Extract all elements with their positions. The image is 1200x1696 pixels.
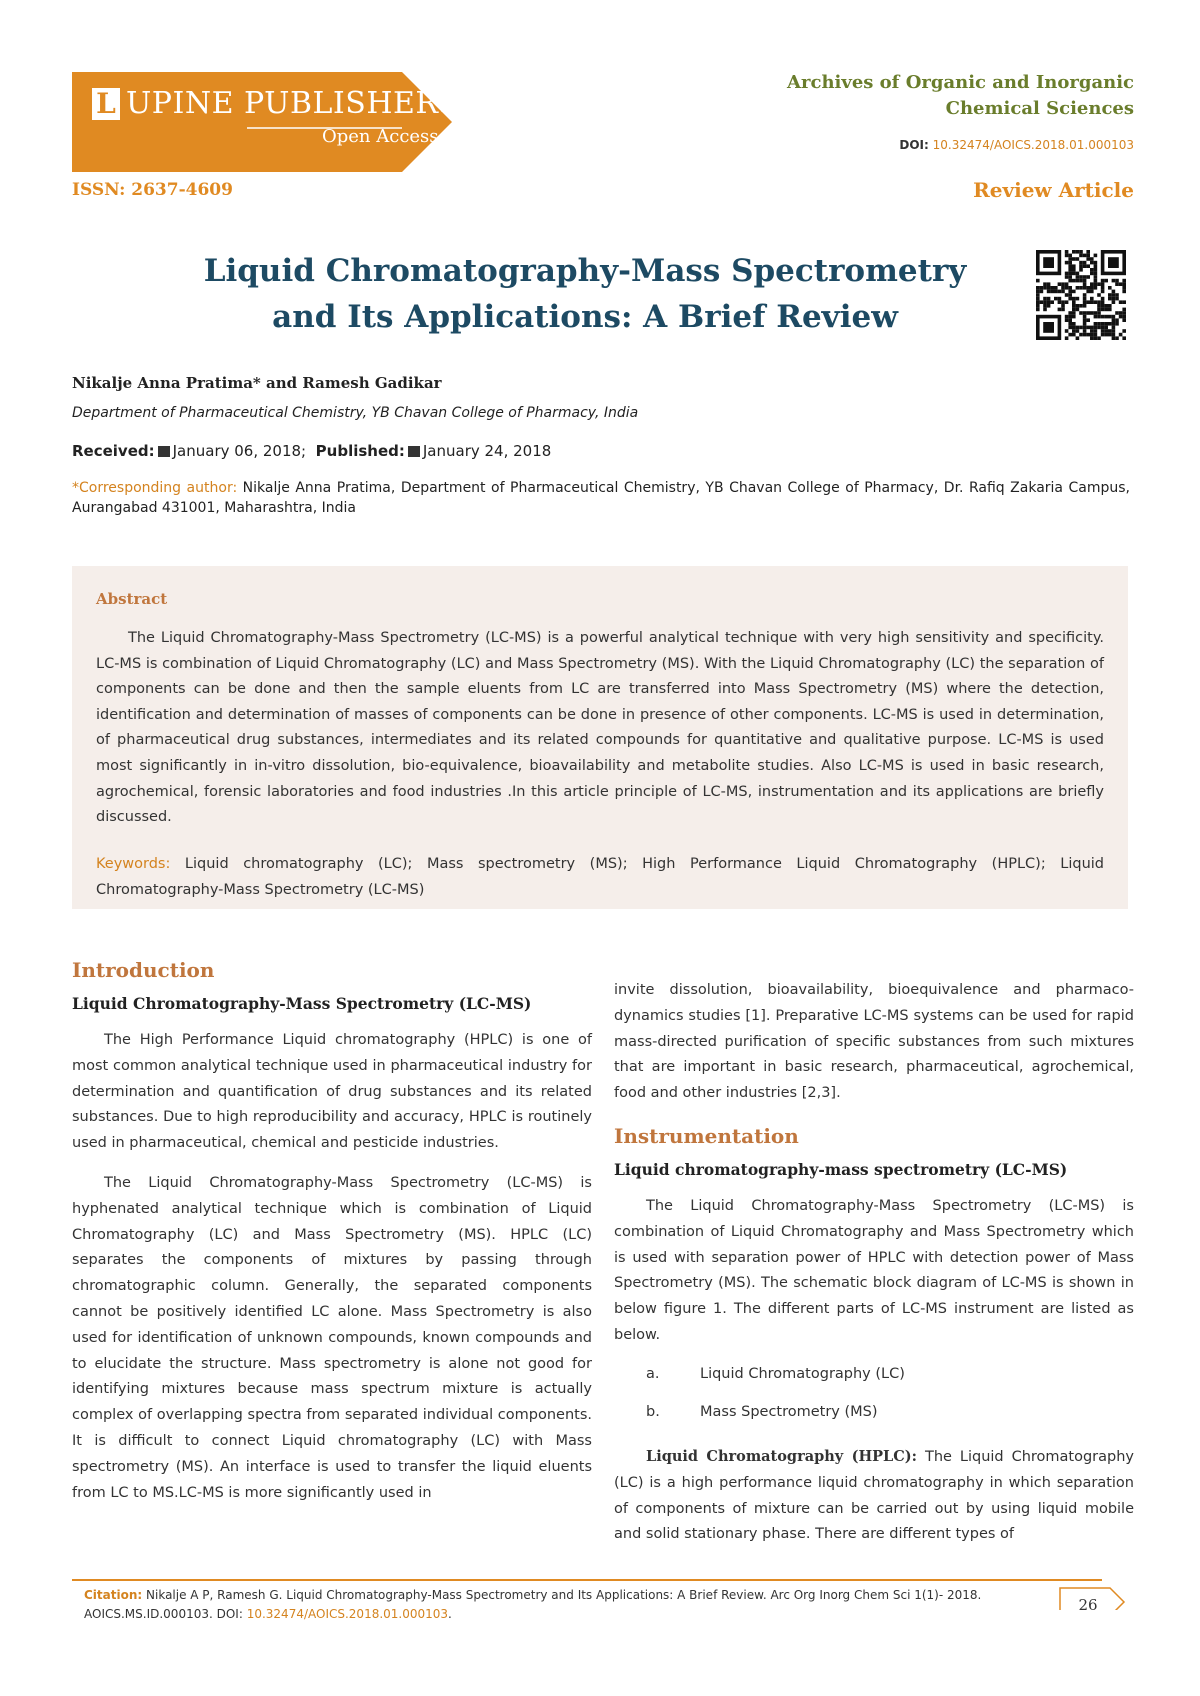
introduction-heading: Introduction xyxy=(72,958,215,982)
lcms-subheading: Liquid Chromatography-Mass Spectrometry (LC-MS) xyxy=(72,994,532,1013)
corresponding-author-text: Nikalje Anna Pratima, Department of Pharmaceutical Chemistry, YB Chavan College of Pharmacy, Dr. Rafiq Zakaria Campus, Aurangabad 431001, Maharashtra, India xyxy=(72,480,1130,516)
citation-text: Nikalje A P, Ramesh G. Liquid Chromatography-Mass Spectrometry and Its Applications: A Brief Review. Arc Org Inorg Chem Sci 1(1)- 2018. AOICS.MS.ID.000103. DOI: xyxy=(84,1588,982,1621)
issn: ISSN: 2637-4609 xyxy=(72,180,233,200)
instrumentation-text xyxy=(614,1194,1134,1349)
calendar-icon xyxy=(408,446,420,457)
abstract-body: The Liquid Chromatography-Mass Spectrometry (LC-MS) is a powerful analytical technique with very high sensitivity and specificity. LC-MS is combination of Liquid Chromatography (LC) and Mass Spectrometry (MS). With the Liquid Chromatography (LC) the separation of components can be done and then the sample eluents from LC are transferred into Mass Spectrometry (MS) where the detection, identification and determination of masses of components can be done in presence of other components. LC-MS is used in determination, of pharmaceutical drug substances, intermediates and its related compounds for quantitative and qualitative purpose. LC-MS is used most significantly in in-vitro dissolution, bio-equivalence, bioavailability and metabolite studies. Also LC-MS is used in basic research, agrochemical, forensic laboratories and food industries .In this article principle of LC-MS, instrumentation and its applications are briefly discussed. xyxy=(96,630,1104,826)
article-title xyxy=(150,248,1020,340)
list-item xyxy=(614,1404,878,1420)
article-type: Review Article xyxy=(973,178,1134,202)
lc-label: Liquid Chromatography (HPLC): xyxy=(646,1448,918,1465)
list-text: Mass Spectrometry (MS) xyxy=(700,1404,878,1420)
calendar-icon xyxy=(158,446,170,457)
journal-name xyxy=(734,70,1134,122)
right-column-text xyxy=(614,978,1134,1107)
article-title-line2: and Its Applications: A Brief Review xyxy=(272,299,898,335)
article-dates xyxy=(72,442,551,460)
page-number: 26 xyxy=(1078,1596,1098,1614)
intro-text xyxy=(72,1028,592,1506)
list-marker: a. xyxy=(646,1366,660,1382)
keywords-text: Liquid chromatography (LC); Mass spectrometry (MS); High Performance Liquid Chromatography (HPLC); Liquid Chromatography-Mass Spectrometry (LC-MS) xyxy=(96,856,1104,898)
keywords xyxy=(96,852,1104,903)
instrumentation-paragraph: The Liquid Chromatography-Mass Spectrometry (LC-MS) is combination of Liquid Chromatography and Mass Spectrometry which is used with separation power of HPLC with detection power of Mass Spectrometry (MS). The schematic block diagram of LC-MS is shown in below figure 1. The different parts of LC-MS instrument are listed as below. xyxy=(614,1198,1134,1343)
intro-paragraph-2: The Liquid Chromatography-Mass Spectrometry (LC-MS) is hyphenated analytical technique which is combination of Liquid Chromatography (LC) and Mass Spectrometry (MS). HPLC (LC) separates the components of mixtures by passing through chromatographic column. Generally, the separated components cannot be positively identified LC alone. Mass Spectrometry is also used for identification of unknown compounds, known compounds and to elucidate the structure. Mass spectrometry is alone not good for identifying mixtures because mass spectrum mixture is actually complex of overlapping spectra from separated individual components. It is difficult to connect Liquid chromatography (LC) with Mass spectrometry (MS). An interface is used to transfer the liquid eluents from LC to MS.LC-MS is more significantly used in xyxy=(72,1174,592,1501)
publisher-banner xyxy=(72,72,460,172)
published-date: January 24, 2018 xyxy=(422,442,552,460)
publisher-logo-initial: L xyxy=(92,88,120,120)
list-text: Liquid Chromatography (LC) xyxy=(700,1366,905,1382)
received-label: Received: xyxy=(72,442,155,460)
citation xyxy=(84,1586,1014,1624)
authors: Nikalje Anna Pratima* and Ramesh Gadikar xyxy=(72,374,442,392)
journal-name-line2: Chemical Sciences xyxy=(945,98,1134,119)
citation-doi-link[interactable]: 10.32474/AOICS.2018.01.000103 xyxy=(246,1607,449,1621)
doi xyxy=(734,138,1134,152)
list-item xyxy=(614,1366,905,1382)
journal-name-line1: Archives of Organic and Inorganic xyxy=(787,72,1134,93)
citation-label: Citation: xyxy=(84,1588,143,1602)
published-label: Published: xyxy=(315,442,405,460)
publisher-name: UPINE PUBLISHERS xyxy=(126,86,460,121)
lc-paragraph: The Liquid Chromatography (LC) is a high performance liquid chromatography in which separation of components of mixture can be carried out by using liquid mobile and solid stationary phase. There are different types of xyxy=(614,1449,1134,1543)
list-marker: b. xyxy=(646,1404,660,1420)
doi-label: DOI: xyxy=(899,138,929,152)
abstract-heading: Abstract xyxy=(96,590,168,608)
citation-end: . xyxy=(448,1607,452,1621)
doi-link[interactable]: 10.32474/AOICS.2018.01.000103 xyxy=(932,138,1134,152)
received-date: January 06, 2018; xyxy=(172,442,307,460)
corresponding-author-label: *Corresponding author: xyxy=(72,480,238,496)
publisher-tagline: Open Access xyxy=(322,126,439,147)
intro-paragraph-1: The High Performance Liquid chromatography (HPLC) is one of most common analytical technique used in pharmaceutical industry for determination and quantification of drug substances and its related substances. Due to high reproducibility and accuracy, HPLC is routinely used in pharmaceutical, chemical and pesticide industries. xyxy=(72,1032,592,1152)
instrumentation-subheading: Liquid chromatography-mass spectrometry (LC-MS) xyxy=(614,1160,1068,1179)
continued-paragraph: invite dissolution, bioavailability, bioequivalence and pharmaco-dynamics studies [1]. Preparative LC-MS systems can be used for rapid mass-directed purification of specific substances from such mixtures that are important in basic research, pharmaceutical, agrochemical, food and other industries [2,3]. xyxy=(614,982,1134,1102)
corresponding-author xyxy=(72,478,1130,518)
article-title-line1: Liquid Chromatography-Mass Spectrometry xyxy=(203,253,967,289)
qr-code-icon[interactable] xyxy=(1036,250,1126,340)
instrumentation-heading: Instrumentation xyxy=(614,1124,799,1148)
lc-text xyxy=(614,1444,1134,1548)
affiliation: Department of Pharmaceutical Chemistry, YB Chavan College of Pharmacy, India xyxy=(72,405,639,421)
keywords-label: Keywords: xyxy=(96,856,171,872)
